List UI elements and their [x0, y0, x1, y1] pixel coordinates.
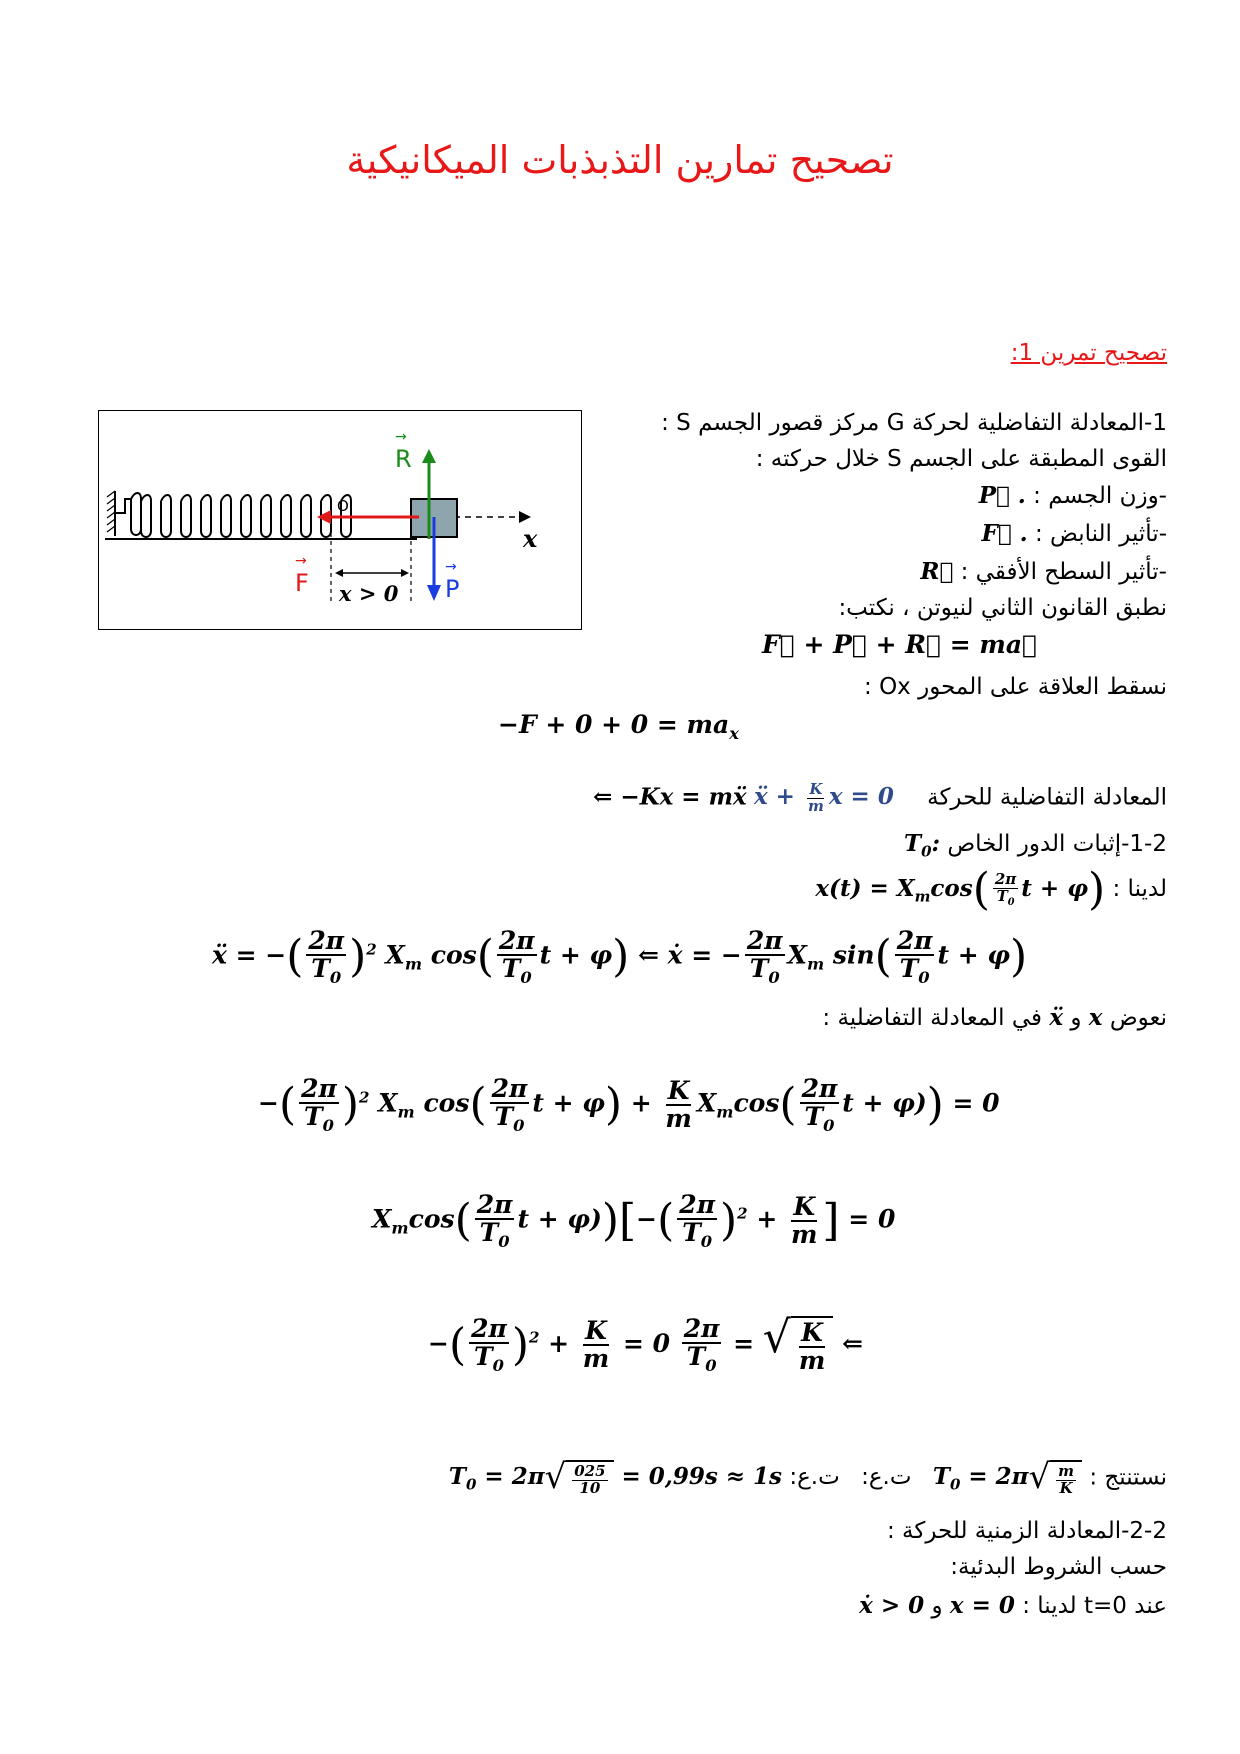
line-11-and: و	[1070, 1005, 1082, 1031]
derivatives-equation: ẍ = −( $\frac{2\pi}{T_0}$ )$^2$ $X_m$ cos( $\frac{2\pi}{T_0}$ t + φ) ⇐ ẋ = − $\frac{2\pi}{T_0}$ $X_m$ sin( $\frac{2\pi}{T_0}$ t + φ)	[212, 926, 1028, 988]
force-r-arrowhead	[422, 449, 436, 463]
differential-equation: ẍ + $\frac{K}{m}$ x = 0	[753, 780, 894, 815]
x-axis-arrowhead	[519, 511, 531, 523]
line-8-label: المعادلة التفاضلية للحركة	[927, 784, 1167, 811]
projection-equation: $-F + 0 + 0 = ma_x$	[498, 710, 739, 743]
line-10-label: لدينا :	[1112, 876, 1167, 902]
exercise-heading: تصحيح تمرين 1:	[1010, 340, 1167, 366]
newton-vector-equation: F⃗ + P⃗ + R⃗ = ma⃗	[762, 630, 1038, 659]
line-12-te2: ت.ع:	[789, 1464, 840, 1491]
vector-p: P⃗ .	[978, 482, 1026, 509]
displacement-arrowhead-right	[401, 569, 409, 577]
newton-projection-result: ⇐ −Kx = mẍ	[593, 783, 747, 811]
label-p: P	[445, 575, 460, 603]
text-line-13: 2-2-المعادلة الزمنية للحركة :	[887, 1518, 1167, 1544]
substitution-equation: −( $\frac{2\pi}{T_0}$ )$^2$ $X_m$ cos( $\frac{2\pi}{T_0}$ t + φ) + $\frac{K}{m}$ $X_m\cos$( $\frac{2\pi}{T_0}$ t + φ)) = 0	[258, 1074, 1000, 1136]
force-p-arrowhead	[427, 585, 441, 601]
line-9-label: 1-2-إثبات الدور الخاص	[947, 831, 1167, 857]
spring-mass-diagram	[99, 411, 581, 629]
t0-symbol: $T_0$:	[904, 830, 941, 861]
symbol-xddot: ẍ	[1049, 1004, 1064, 1031]
text-line-10	[815, 864, 1167, 915]
line-12-label: نستنتج :	[1089, 1464, 1167, 1491]
wall-hatching	[107, 491, 115, 532]
initial-x: x = 0	[949, 1592, 1015, 1619]
label-r: R	[395, 445, 412, 473]
label-p-vec: →	[445, 559, 457, 575]
text-line-9	[904, 830, 1167, 861]
text-line-2: القوى المطبقة على الجسم S خلال حركته :	[755, 446, 1167, 472]
spring-mass-figure	[98, 410, 582, 630]
text-line-8	[593, 782, 1167, 815]
label-x-gt0: x > 0	[339, 581, 399, 606]
spring-coil	[115, 493, 351, 537]
period-relation-equation: −( $\frac{2\pi}{T_0}$ )$^2$ + $\frac{K}{m}$ = 0 $\frac{2\pi}{T_0}$ = √ $\frac{K}{m}$ ⇐	[428, 1312, 863, 1376]
line-11-rest: في المعادلة التفاضلية :	[822, 1005, 1043, 1031]
line-4-label: -تأثير النابض :	[1034, 521, 1167, 547]
time-equation-x: $x(t) = X_m\cos$( $\frac{2\pi}{T_0}$ t + φ)	[815, 864, 1106, 915]
displacement-arrowhead-left	[335, 569, 343, 577]
label-f-vec: →	[295, 553, 307, 569]
vector-r: R⃗	[920, 558, 954, 585]
line-3-label: -وزن الجسم :	[1033, 483, 1167, 509]
text-line-12	[448, 1457, 1167, 1497]
period-formula: $T_0 = 2\pi$ √ $\frac{m}{K}$	[933, 1463, 1082, 1490]
line-5-label: -تأثير السطح الأفقي :	[960, 559, 1167, 585]
text-line-3	[979, 482, 1167, 509]
line-15-label: عند t=0 لدينا :	[1022, 1593, 1167, 1619]
vector-f: F⃗ .	[981, 520, 1028, 547]
factored-equation: $X_m\cos$( $\frac{2\pi}{T_0}$ t + φ))[−( $\frac{2\pi}{T_0}$ )$^2$ + $\frac{K}{m}$ ] = 0	[372, 1190, 896, 1252]
label-f: F	[295, 569, 309, 597]
text-line-14: حسب الشروط البدئية:	[950, 1554, 1167, 1580]
text-line-4	[981, 520, 1167, 547]
initial-v: ẋ > 0	[859, 1592, 925, 1619]
text-line-5	[920, 558, 1167, 585]
label-origin: O	[337, 497, 349, 515]
line-11-label: نعوض	[1109, 1005, 1167, 1031]
text-line-11	[822, 1004, 1167, 1031]
label-x-axis: x	[523, 524, 538, 553]
page-title: تصحيح تمارين التذبذبات الميكانيكية	[346, 138, 894, 182]
text-line-1: 1-المعادلة التفاضلية لحركة G مركز قصور الجسم S :	[661, 410, 1167, 436]
symbol-x: x	[1088, 1004, 1103, 1031]
period-numeric: $T_0 = 2\pi$ √ $\frac{025}{10}$ = 0,99s ≈ 1s	[448, 1457, 783, 1497]
text-line-6: نطبق القانون الثاني لنيوتن ، نكتب:	[838, 595, 1167, 621]
line-12-te1: ت.ع:	[861, 1464, 912, 1491]
force-f-arrowhead	[317, 510, 331, 524]
text-line-7: نسقط العلاقة على المحور Ox :	[864, 674, 1167, 700]
label-r-vec: →	[395, 429, 407, 445]
text-line-15	[859, 1592, 1167, 1619]
line-15-and: و	[931, 1593, 943, 1619]
